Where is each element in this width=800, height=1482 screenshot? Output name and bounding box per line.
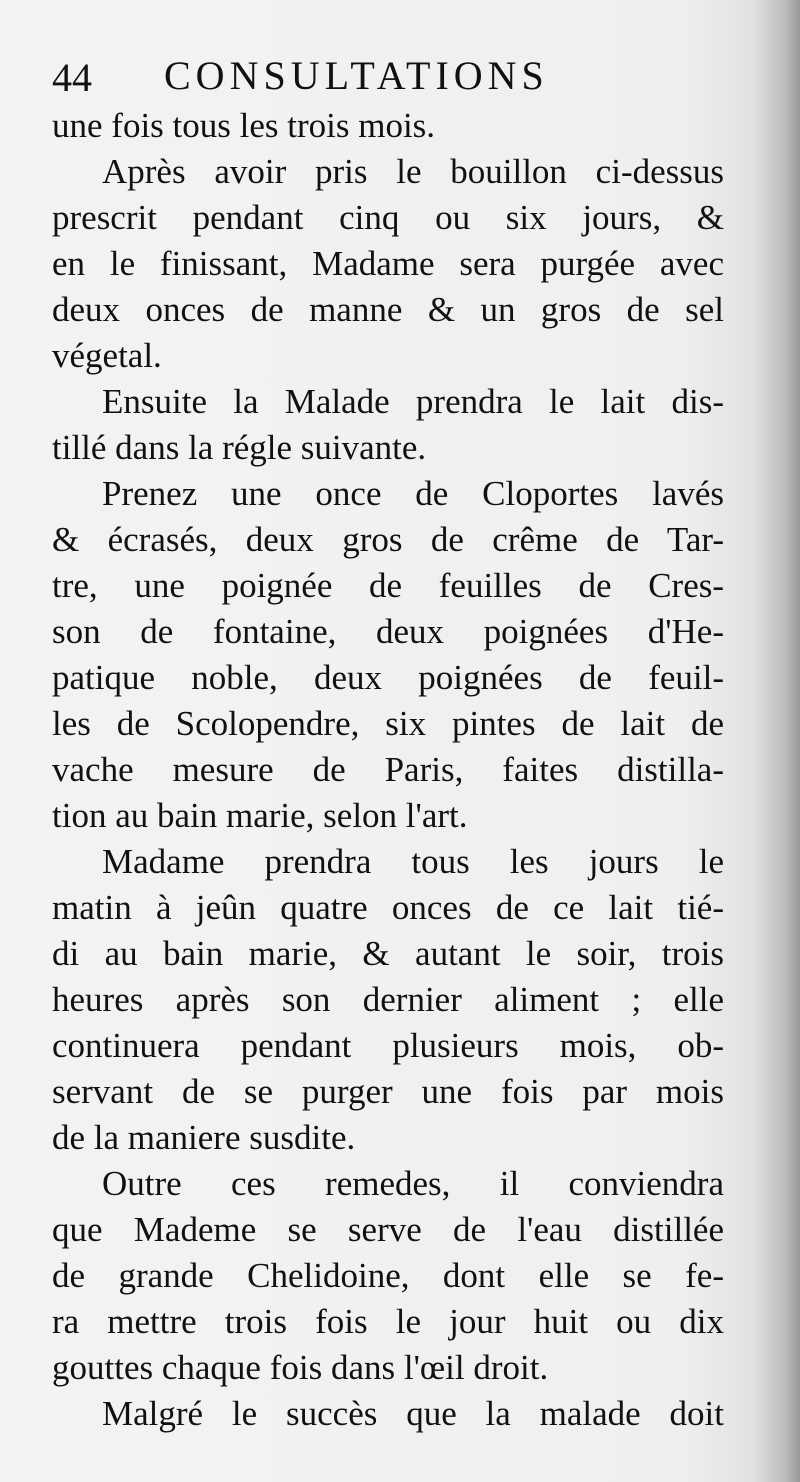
- text-line: & écrasés, deux gros de crême de Tar-: [52, 520, 724, 559]
- page-number: 44: [52, 55, 92, 100]
- text-line: prescrit pendant cinq ou six jours, &: [52, 198, 724, 237]
- text-line: tre, une poignée de feuilles de Cres-: [52, 566, 724, 605]
- text-line: Après avoir pris le bouillon ci-dessus: [102, 152, 724, 191]
- text-line: une fois tous les trois mois.: [52, 106, 436, 145]
- text-line: tion au bain marie, selon l'art.: [52, 796, 468, 835]
- text-line: Outre ces remedes, il conviendra: [102, 1164, 724, 1203]
- text-line: les de Scolopendre, six pintes de lait de: [52, 704, 724, 743]
- text-line: Malgré le succès que la malade doit: [102, 1394, 724, 1433]
- text-line: patique noble, deux poignées de feuil-: [52, 658, 724, 697]
- text-line: Ensuite la Malade prendra le lait dis-: [102, 382, 724, 421]
- text-line: Madame prendra tous les jours le: [102, 842, 724, 881]
- running-head: CONSULTATIONS: [164, 53, 549, 98]
- text-line: di au bain marie, & autant le soir, trois: [52, 934, 724, 973]
- text-line: végetal.: [52, 336, 162, 375]
- text-line: ra mettre trois fois le jour huit ou dix: [52, 1302, 724, 1341]
- text-line: en le finissant, Madame sera purgée avec: [52, 244, 724, 283]
- text-line: de la maniere susdite.: [52, 1118, 356, 1157]
- text-line: deux onces de manne & un gros de sel: [52, 290, 724, 329]
- text-line: vache mesure de Paris, faites distilla-: [52, 750, 724, 789]
- text-line: matin à jeûn quatre onces de ce lait tié-: [52, 888, 724, 927]
- text-line: heures après son dernier aliment ; elle: [52, 980, 724, 1019]
- text-line: servant de se purger une fois par mois: [52, 1072, 724, 1111]
- text-line: que Mademe se serve de l'eau distillée: [52, 1210, 724, 1249]
- body-text: [52, 103, 724, 1437]
- text-line: continuera pendant plusieurs mois, ob-: [52, 1026, 724, 1065]
- text-line: tillé dans la régle suivante.: [52, 428, 427, 467]
- text-line: son de fontaine, deux poignées d'He-: [52, 612, 724, 651]
- text-line: Prenez une once de Cloportes lavés: [102, 474, 724, 513]
- page-header: [52, 52, 752, 102]
- text-line: de grande Chelidoine, dont elle se fe-: [52, 1256, 724, 1295]
- text-line: gouttes chaque fois dans l'œil droit.: [52, 1348, 549, 1387]
